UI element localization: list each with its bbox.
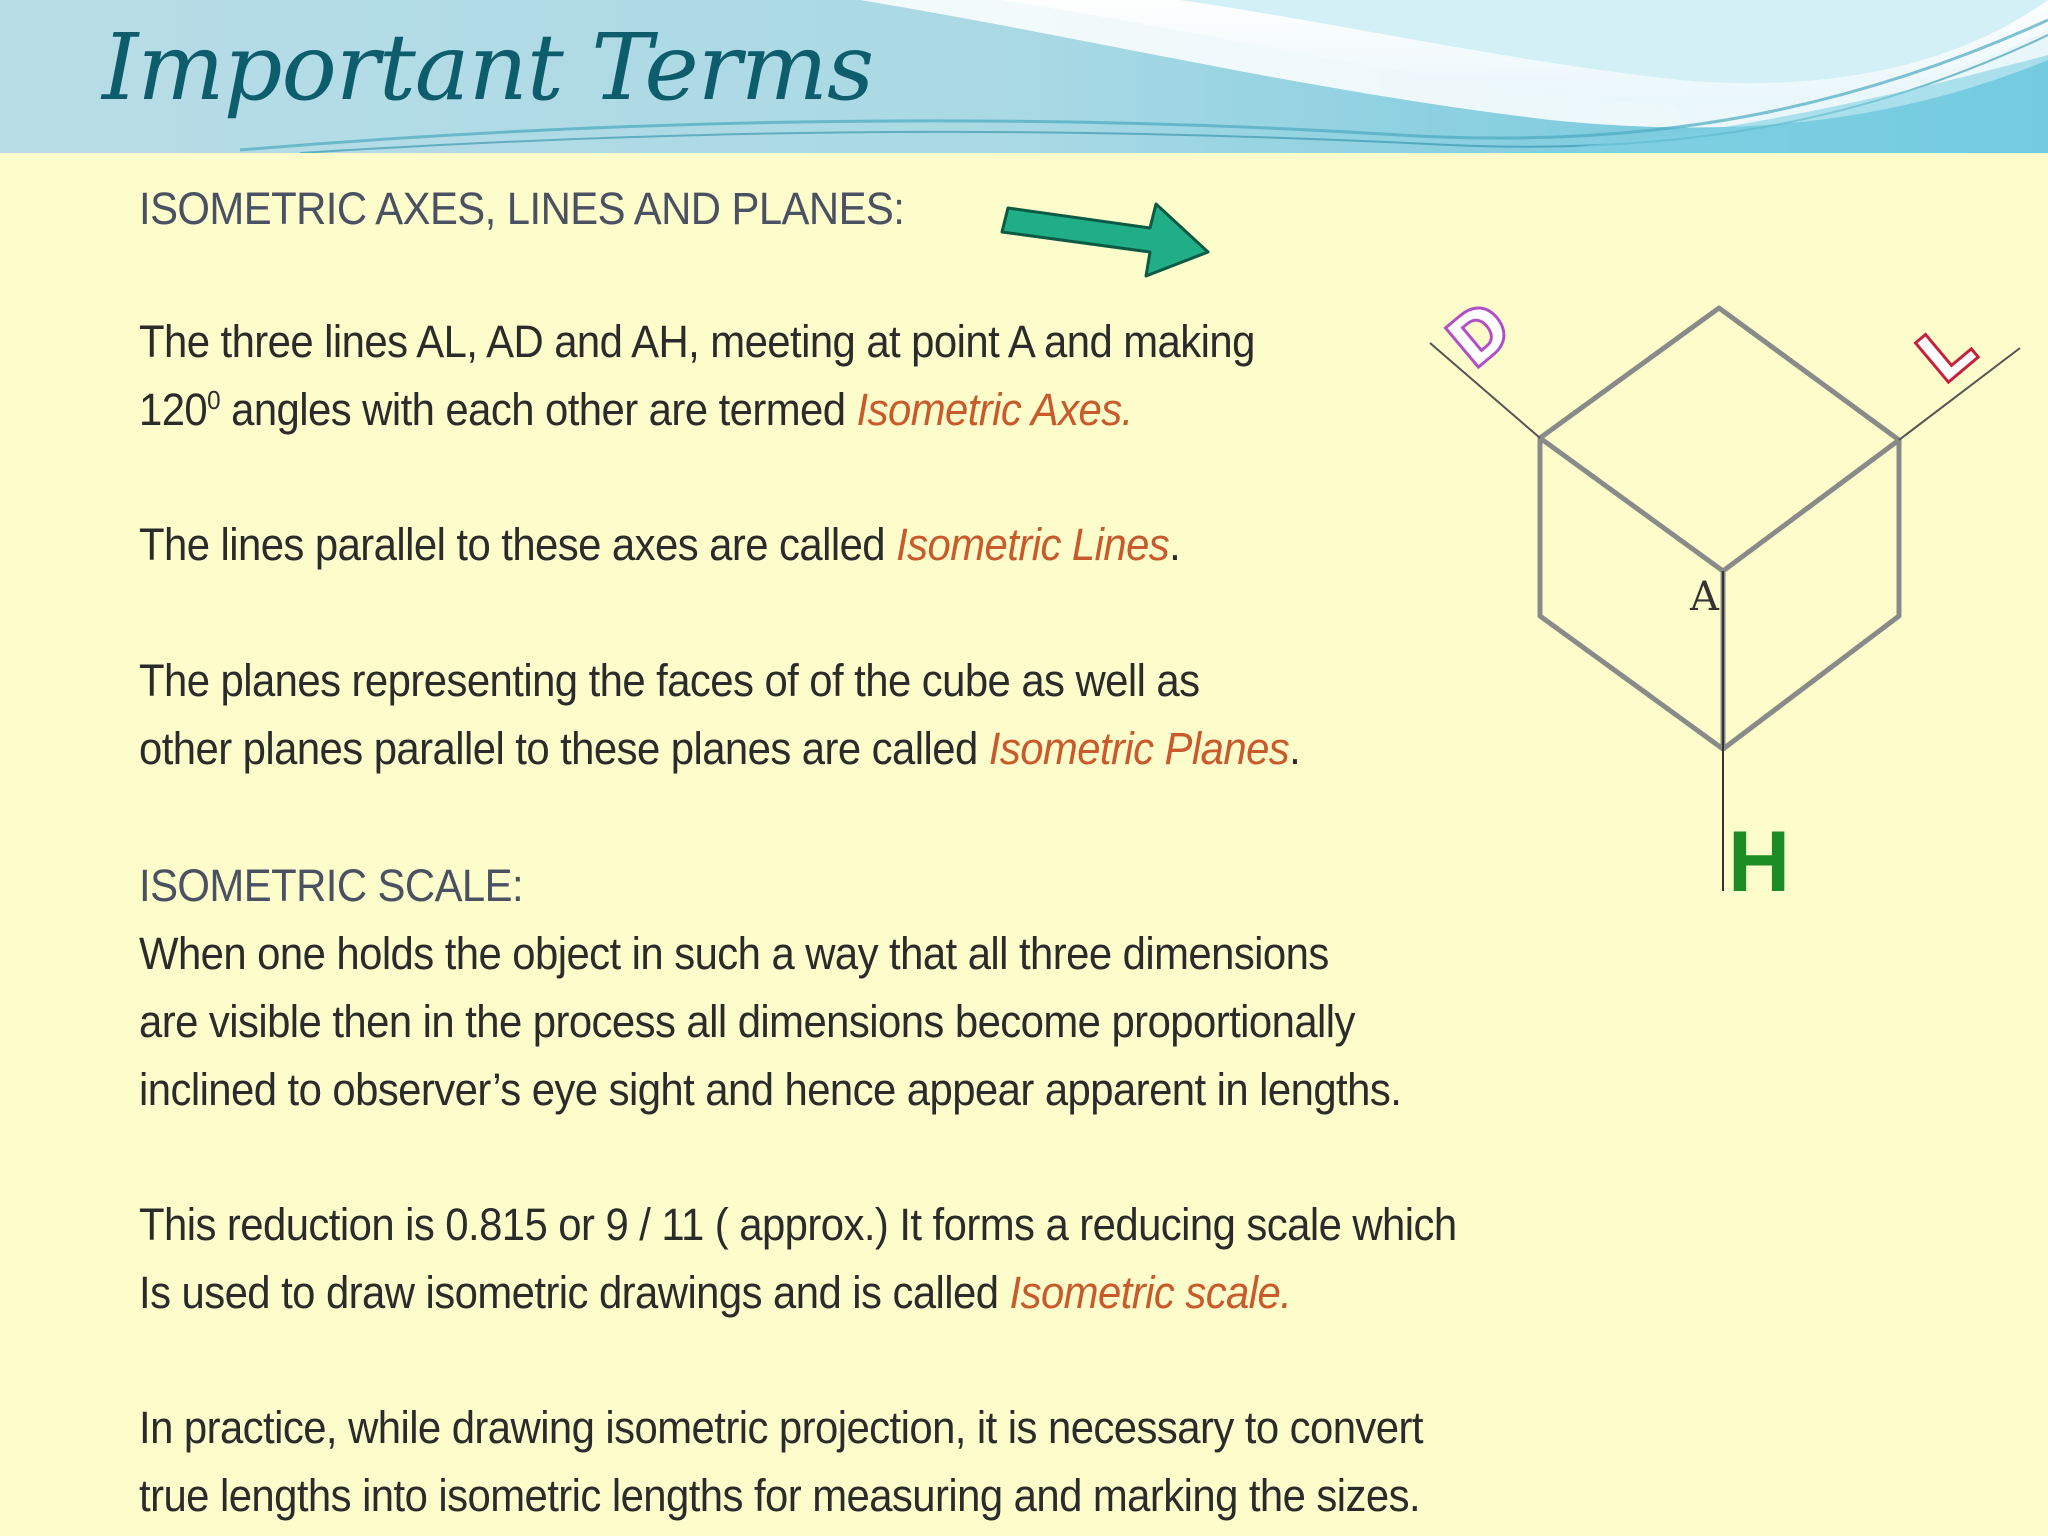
label-l: L	[1904, 307, 1988, 395]
cube-top-face	[1540, 308, 1899, 571]
slide-title: Important Terms	[102, 14, 874, 121]
reduction-line-2-text: Is used to draw isometric drawings and is called	[139, 1267, 1010, 1318]
paragraph-practice	[139, 1394, 1423, 1530]
cube-outline	[1540, 438, 1899, 749]
slide-content	[0, 153, 2048, 1536]
section-heading-axes: ISOMETRIC AXES, LINES AND PLANES:	[139, 183, 905, 234]
paragraph-isometric-scale	[139, 920, 1401, 1124]
scale-line-2: are visible then in the process all dimensions become proportionally	[139, 996, 1355, 1047]
label-d: D	[1434, 287, 1524, 380]
reduction-line-2	[139, 1259, 1457, 1327]
planes-line-2	[139, 715, 1300, 783]
paragraph-isometric-axes	[139, 308, 1255, 444]
degree-superscript: 0	[207, 385, 221, 415]
axes-line-2	[139, 376, 1255, 444]
reduction-line-1: This reduction is 0.815 or 9 / 11 ( approx.) It forms a reducing scale which	[139, 1199, 1457, 1250]
axes-line-2-text: angles with each other are termed	[220, 384, 857, 435]
planes-line-2-text: other planes parallel to these planes are called	[139, 723, 989, 774]
practice-line-2: true lengths into isometric lengths for measuring and marking the sizes.	[139, 1470, 1421, 1521]
planes-line-1: The planes representing the faces of of the cube as well as	[139, 655, 1200, 706]
isometric-cube-diagram	[1420, 223, 2040, 1063]
lines-suffix: .	[1169, 519, 1181, 570]
scale-line-3: inclined to observer’s eye sight and hence appear apparent in lengths.	[139, 1064, 1402, 1115]
slide-header	[0, 0, 2048, 153]
term-isometric-scale: Isometric scale.	[1009, 1267, 1292, 1318]
practice-line-1: In practice, while drawing isometric projection, it is necessary to convert	[139, 1402, 1423, 1453]
angle-value: 120	[139, 384, 208, 435]
paragraph-isometric-lines	[139, 511, 1180, 579]
term-isometric-lines: Isometric Lines	[896, 519, 1170, 570]
label-a: A	[1690, 574, 1719, 620]
label-h: H	[1728, 814, 1791, 910]
lines-text: The lines parallel to these axes are called	[139, 519, 897, 570]
term-isometric-axes: Isometric Axes.	[856, 384, 1133, 435]
term-isometric-planes: Isometric Planes	[988, 723, 1290, 774]
arrow-right-icon	[1000, 178, 1220, 278]
axes-line-1: The three lines AL, AD and AH, meeting at point A and making	[139, 316, 1255, 367]
section-heading-scale: ISOMETRIC SCALE:	[139, 860, 524, 911]
scale-line-1: When one holds the object in such a way that all three dimensions	[139, 928, 1329, 979]
paragraph-isometric-planes	[139, 647, 1300, 783]
planes-suffix: .	[1289, 723, 1301, 774]
paragraph-reduction	[139, 1191, 1457, 1327]
